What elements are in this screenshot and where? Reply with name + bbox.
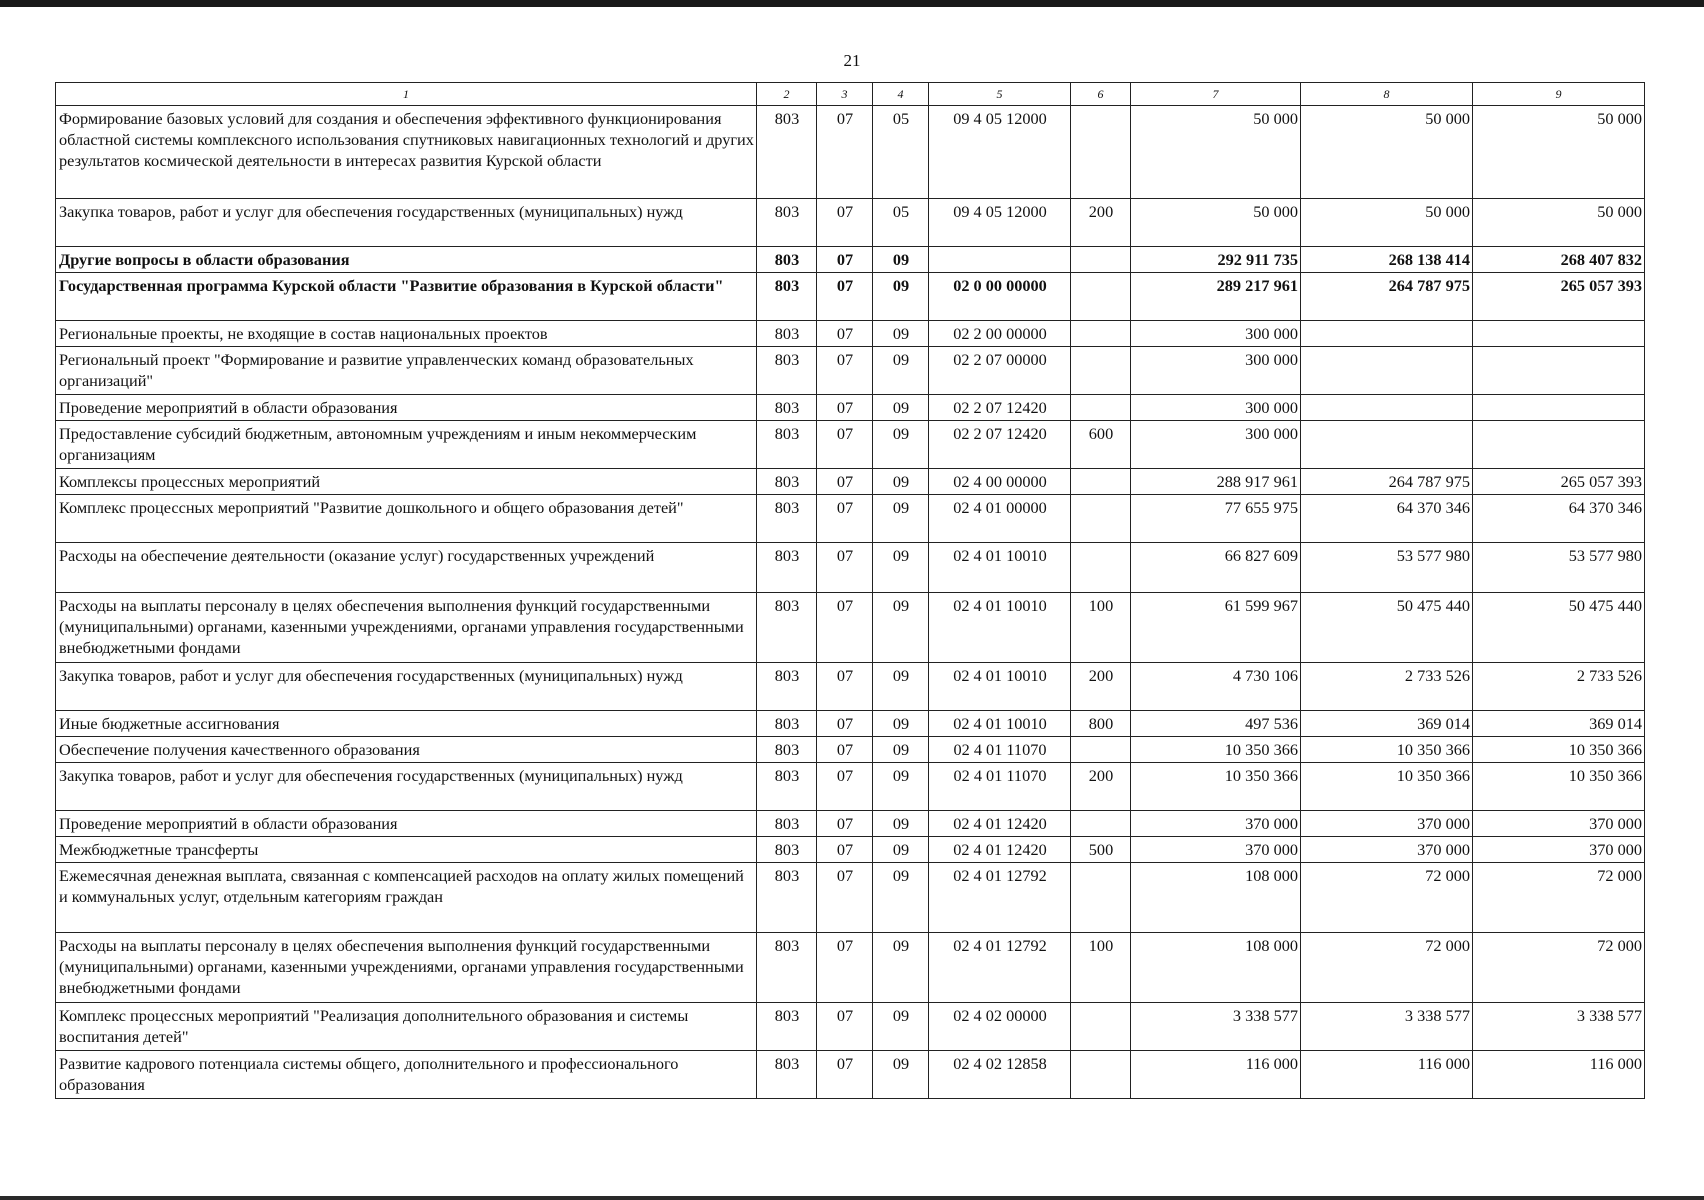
row-code-target: 09 4 05 12000 [929,199,1071,247]
table-row [56,321,1645,347]
row-amount-col8: 268 138 414 [1301,247,1473,273]
row-code-expense [1071,321,1131,347]
row-code-section: 07 [817,347,873,395]
table-row [56,593,1645,663]
row-code-subsection: 09 [873,811,929,837]
row-code-section: 07 [817,321,873,347]
row-amount-col9 [1473,321,1645,347]
row-code-target: 02 4 01 10010 [929,711,1071,737]
row-amount-col8: 53 577 980 [1301,543,1473,593]
row-amount-col8: 370 000 [1301,837,1473,863]
row-name: Иные бюджетные ассигнования [56,711,757,737]
row-code-section: 07 [817,247,873,273]
row-code-ministry: 803 [757,1003,817,1051]
row-amount-col8: 116 000 [1301,1051,1473,1099]
row-amount-col9: 369 014 [1473,711,1645,737]
row-code-expense: 200 [1071,663,1131,711]
row-code-subsection: 09 [873,593,929,663]
column-number-header [56,83,1645,106]
row-code-expense [1071,1051,1131,1099]
row-amount-col9 [1473,395,1645,421]
column-header: 1 [56,83,757,106]
row-code-subsection: 09 [873,421,929,469]
row-amount-col9: 265 057 393 [1473,469,1645,495]
table-row [56,763,1645,811]
row-code-expense [1071,347,1131,395]
row-amount-col7: 292 911 735 [1131,247,1301,273]
row-amount-col9: 50 000 [1473,106,1645,199]
row-amount-col7: 10 350 366 [1131,737,1301,763]
row-amount-col8 [1301,421,1473,469]
row-code-ministry: 803 [757,711,817,737]
row-code-ministry: 803 [757,543,817,593]
table-row [56,395,1645,421]
row-code-section: 07 [817,469,873,495]
row-code-subsection: 09 [873,863,929,933]
table-row [56,663,1645,711]
row-code-ministry: 803 [757,763,817,811]
row-code-subsection: 09 [873,247,929,273]
column-header: 7 [1131,83,1301,106]
row-code-ministry: 803 [757,737,817,763]
row-amount-col8: 50 475 440 [1301,593,1473,663]
row-code-section: 07 [817,811,873,837]
row-code-target: 02 4 01 11070 [929,763,1071,811]
row-code-target: 02 2 07 12420 [929,395,1071,421]
row-amount-col9: 3 338 577 [1473,1003,1645,1051]
row-code-section: 07 [817,273,873,321]
row-code-ministry: 803 [757,933,817,1003]
row-code-target: 09 4 05 12000 [929,106,1071,199]
row-amount-col9: 2 733 526 [1473,663,1645,711]
row-code-section: 07 [817,711,873,737]
row-name: Межбюджетные трансферты [56,837,757,863]
column-header: 6 [1071,83,1131,106]
row-amount-col8: 264 787 975 [1301,273,1473,321]
row-amount-col7: 288 917 961 [1131,469,1301,495]
row-code-ministry: 803 [757,273,817,321]
row-code-expense [1071,737,1131,763]
row-amount-col7: 3 338 577 [1131,1003,1301,1051]
row-code-section: 07 [817,933,873,1003]
row-amount-col7: 50 000 [1131,199,1301,247]
row-code-section: 07 [817,1003,873,1051]
row-amount-col9: 10 350 366 [1473,763,1645,811]
table-row [56,106,1645,199]
row-amount-col7: 370 000 [1131,837,1301,863]
row-amount-col7: 116 000 [1131,1051,1301,1099]
row-amount-col7: 66 827 609 [1131,543,1301,593]
column-header: 3 [817,83,873,106]
row-name: Расходы на выплаты персоналу в целях обеспечения выполнения функций государственными (муниципальными) органами, казенными учреждениями, органами управления государственными внебюджетными фондами [56,593,757,663]
row-amount-col7: 77 655 975 [1131,495,1301,543]
row-code-ministry: 803 [757,863,817,933]
row-code-target: 02 4 02 12858 [929,1051,1071,1099]
row-amount-col8: 50 000 [1301,199,1473,247]
row-name: Региональные проекты, не входящие в состав национальных проектов [56,321,757,347]
row-amount-col9: 116 000 [1473,1051,1645,1099]
table-row [56,933,1645,1003]
row-amount-col8: 50 000 [1301,106,1473,199]
row-amount-col7: 50 000 [1131,106,1301,199]
scan-edge-top [0,0,1704,7]
row-amount-col9: 72 000 [1473,933,1645,1003]
row-code-target: 02 4 01 11070 [929,737,1071,763]
row-amount-col8: 10 350 366 [1301,737,1473,763]
row-code-section: 07 [817,663,873,711]
row-code-target: 02 4 01 12792 [929,863,1071,933]
row-code-target: 02 4 02 00000 [929,1003,1071,1051]
row-amount-col8 [1301,347,1473,395]
row-amount-col7: 61 599 967 [1131,593,1301,663]
row-name: Обеспечение получения качественного образования [56,737,757,763]
row-code-section: 07 [817,763,873,811]
row-amount-col9: 265 057 393 [1473,273,1645,321]
row-name: Расходы на обеспечение деятельности (оказание услуг) государственных учреждений [56,543,757,593]
row-name: Другие вопросы в области образования [56,247,757,273]
row-amount-col7: 300 000 [1131,321,1301,347]
table-row [56,469,1645,495]
row-code-ministry: 803 [757,106,817,199]
row-code-section: 07 [817,863,873,933]
row-amount-col8: 370 000 [1301,811,1473,837]
row-code-expense [1071,469,1131,495]
row-amount-col9: 268 407 832 [1473,247,1645,273]
row-code-expense [1071,1003,1131,1051]
row-amount-col7: 108 000 [1131,933,1301,1003]
page-number: 21 [843,51,861,70]
row-code-target: 02 4 01 12792 [929,933,1071,1003]
row-code-ministry: 803 [757,395,817,421]
table-row [56,543,1645,593]
row-code-subsection: 09 [873,933,929,1003]
row-code-expense: 200 [1071,199,1131,247]
row-amount-col9: 50 475 440 [1473,593,1645,663]
scan-edge-bottom [0,1196,1704,1200]
row-code-subsection: 09 [873,837,929,863]
table-row [56,863,1645,933]
row-code-subsection: 09 [873,763,929,811]
row-amount-col7: 300 000 [1131,347,1301,395]
row-amount-col9: 72 000 [1473,863,1645,933]
row-code-expense [1071,811,1131,837]
row-code-expense [1071,106,1131,199]
row-amount-col8 [1301,321,1473,347]
row-amount-col7: 300 000 [1131,421,1301,469]
row-code-section: 07 [817,395,873,421]
row-code-subsection: 09 [873,321,929,347]
row-code-expense [1071,395,1131,421]
row-amount-col7: 4 730 106 [1131,663,1301,711]
row-code-ministry: 803 [757,837,817,863]
row-code-target: 02 2 00 00000 [929,321,1071,347]
table-row [56,811,1645,837]
row-name: Комплекс процессных мероприятий "Развитие дошкольного и общего образования детей" [56,495,757,543]
row-amount-col8: 72 000 [1301,933,1473,1003]
column-header: 4 [873,83,929,106]
row-amount-col8: 369 014 [1301,711,1473,737]
row-code-expense [1071,273,1131,321]
row-code-ministry: 803 [757,663,817,711]
row-name: Расходы на выплаты персоналу в целях обеспечения выполнения функций государственными (муниципальными) органами, казенными учреждениями, органами управления государственными внебюджетными фондами [56,933,757,1003]
row-code-section: 07 [817,593,873,663]
row-code-target: 02 4 01 12420 [929,811,1071,837]
row-code-subsection: 09 [873,347,929,395]
row-name: Ежемесячная денежная выплата, связанная с компенсацией расходов на оплату жилых помещений и коммунальных услуг, отдельным категориям граждан [56,863,757,933]
row-code-target: 02 4 01 10010 [929,543,1071,593]
row-amount-col9: 370 000 [1473,837,1645,863]
row-code-expense: 100 [1071,593,1131,663]
table-row [56,1051,1645,1099]
row-amount-col7: 497 536 [1131,711,1301,737]
row-code-ministry: 803 [757,593,817,663]
table-row [56,1003,1645,1051]
row-code-ministry: 803 [757,321,817,347]
row-code-ministry: 803 [757,811,817,837]
row-name: Проведение мероприятий в области образования [56,811,757,837]
row-name: Закупка товаров, работ и услуг для обеспечения государственных (муниципальных) нужд [56,199,757,247]
table-row [56,711,1645,737]
row-amount-col7: 10 350 366 [1131,763,1301,811]
row-name: Государственная программа Курской области "Развитие образования в Курской области" [56,273,757,321]
row-code-section: 07 [817,543,873,593]
row-code-expense: 100 [1071,933,1131,1003]
table-row [56,347,1645,395]
row-code-target: 02 0 00 00000 [929,273,1071,321]
row-name: Закупка товаров, работ и услуг для обеспечения государственных (муниципальных) нужд [56,663,757,711]
row-amount-col7: 108 000 [1131,863,1301,933]
row-code-section: 07 [817,106,873,199]
row-amount-col8: 3 338 577 [1301,1003,1473,1051]
row-code-section: 07 [817,837,873,863]
row-amount-col8 [1301,395,1473,421]
table-row [56,495,1645,543]
row-name: Комплекс процессных мероприятий "Реализация дополнительного образования и системы воспитания детей" [56,1003,757,1051]
row-code-ministry: 803 [757,421,817,469]
row-amount-col8: 64 370 346 [1301,495,1473,543]
row-code-ministry: 803 [757,347,817,395]
row-code-subsection: 05 [873,106,929,199]
row-code-target: 02 4 01 10010 [929,593,1071,663]
row-amount-col7: 289 217 961 [1131,273,1301,321]
row-code-expense [1071,543,1131,593]
row-amount-col8: 72 000 [1301,863,1473,933]
row-code-expense: 500 [1071,837,1131,863]
table-row [56,199,1645,247]
table-row [56,273,1645,321]
row-amount-col9: 64 370 346 [1473,495,1645,543]
row-code-subsection: 09 [873,663,929,711]
row-code-section: 07 [817,495,873,543]
row-code-target [929,247,1071,273]
row-name: Развитие кадрового потенциала системы общего, дополнительного и профессионального образования [56,1051,757,1099]
row-code-section: 07 [817,737,873,763]
row-name: Формирование базовых условий для создания и обеспечения эффективного функционирования областной системы комплексного использования спутниковых навигационных технологий и других результатов космической деятельности в интересах развития Курской области [56,106,757,199]
table-row [56,737,1645,763]
row-code-subsection: 09 [873,711,929,737]
row-code-subsection: 09 [873,1051,929,1099]
table-row [56,421,1645,469]
column-header: 5 [929,83,1071,106]
row-code-expense: 800 [1071,711,1131,737]
row-code-target: 02 4 01 00000 [929,495,1071,543]
column-header: 9 [1473,83,1645,106]
row-code-section: 07 [817,199,873,247]
row-code-subsection: 09 [873,1003,929,1051]
row-amount-col9 [1473,421,1645,469]
table-row [56,837,1645,863]
table-row [56,247,1645,273]
row-code-target: 02 2 07 00000 [929,347,1071,395]
row-amount-col8: 264 787 975 [1301,469,1473,495]
row-name: Комплексы процессных мероприятий [56,469,757,495]
row-amount-col9 [1473,347,1645,395]
row-code-ministry: 803 [757,469,817,495]
row-code-target: 02 4 00 00000 [929,469,1071,495]
row-code-expense [1071,863,1131,933]
column-header: 2 [757,83,817,106]
row-name: Закупка товаров, работ и услуг для обеспечения государственных (муниципальных) нужд [56,763,757,811]
column-header: 8 [1301,83,1473,106]
row-code-ministry: 803 [757,1051,817,1099]
row-code-subsection: 09 [873,395,929,421]
row-code-ministry: 803 [757,495,817,543]
row-name: Региональный проект "Формирование и развитие управленческих команд образовательных организаций" [56,347,757,395]
row-code-target: 02 4 01 12420 [929,837,1071,863]
row-code-subsection: 05 [873,199,929,247]
row-code-ministry: 803 [757,247,817,273]
row-name: Предоставление субсидий бюджетным, автономным учреждениям и иным некоммерческим организациям [56,421,757,469]
row-code-section: 07 [817,421,873,469]
row-code-ministry: 803 [757,199,817,247]
row-amount-col8: 10 350 366 [1301,763,1473,811]
row-code-target: 02 4 01 10010 [929,663,1071,711]
row-code-subsection: 09 [873,273,929,321]
row-name: Проведение мероприятий в области образования [56,395,757,421]
row-code-subsection: 09 [873,737,929,763]
row-code-section: 07 [817,1051,873,1099]
row-code-expense [1071,495,1131,543]
row-code-target: 02 2 07 12420 [929,421,1071,469]
row-code-subsection: 09 [873,469,929,495]
row-code-subsection: 09 [873,543,929,593]
row-amount-col9: 10 350 366 [1473,737,1645,763]
row-amount-col9: 53 577 980 [1473,543,1645,593]
row-code-subsection: 09 [873,495,929,543]
row-code-expense: 600 [1071,421,1131,469]
row-amount-col9: 370 000 [1473,811,1645,837]
row-amount-col7: 300 000 [1131,395,1301,421]
row-code-expense [1071,247,1131,273]
row-amount-col8: 2 733 526 [1301,663,1473,711]
row-amount-col7: 370 000 [1131,811,1301,837]
row-code-expense: 200 [1071,763,1131,811]
row-amount-col9: 50 000 [1473,199,1645,247]
budget-table [55,82,1645,1099]
